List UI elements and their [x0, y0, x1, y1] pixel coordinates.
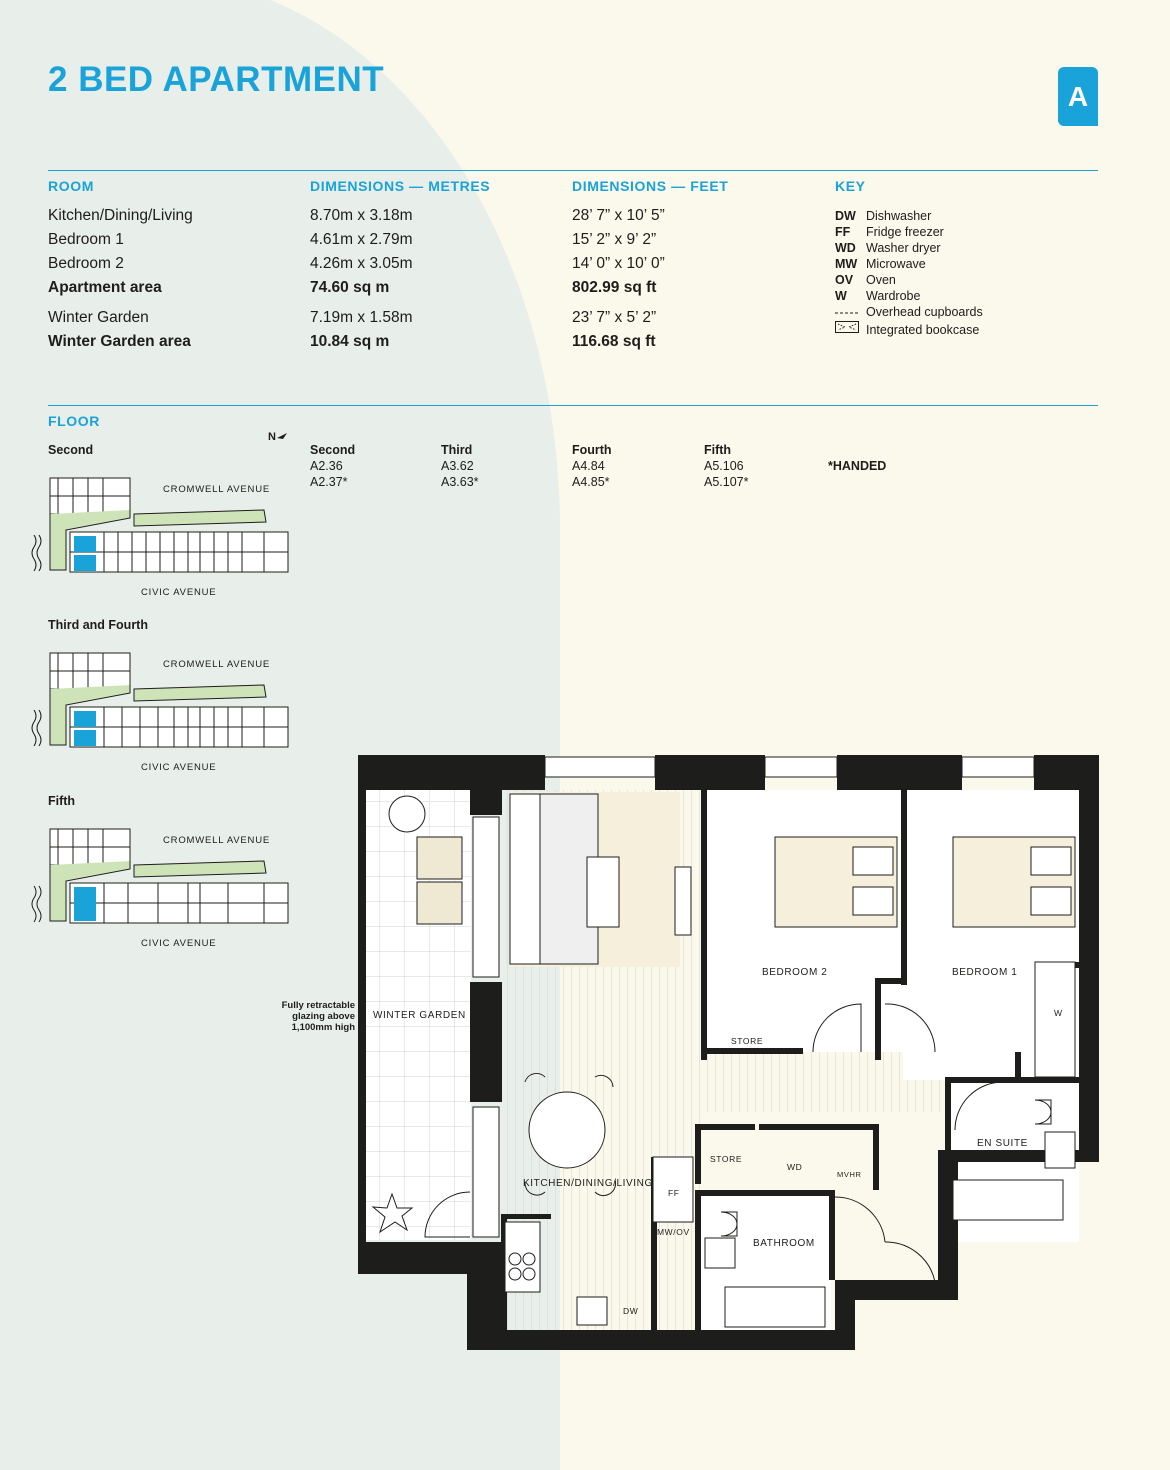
- label-mw-ov: MW/OV: [657, 1227, 690, 1237]
- feet-column: [572, 204, 665, 354]
- metres-value: 10.84 sq m: [310, 333, 390, 350]
- floor-level: Fifth A5.106 A5.107*: [704, 443, 749, 489]
- room-label-en-suite: EN SUITE: [977, 1138, 1028, 1149]
- divider: [48, 170, 1098, 171]
- room-label-bathroom: BATHROOM: [753, 1238, 815, 1249]
- metres-header: DIMENSIONS — METRES: [310, 178, 491, 194]
- keyplan-fifth: [28, 821, 290, 961]
- room-label-store: STORE: [710, 1154, 743, 1164]
- room-label-bedroom-2: BEDROOM 2: [762, 967, 828, 978]
- key-list: [835, 208, 983, 338]
- street-label: CROMWELL AVENUE: [163, 659, 271, 670]
- metres-column: [310, 204, 413, 354]
- room-label-winter-garden: WINTER GARDEN: [373, 1010, 466, 1021]
- feet-value: 802.99 sq ft: [572, 279, 657, 296]
- keyplan-label: Third and Fourth: [48, 618, 148, 632]
- room-name: Winter Garden: [48, 309, 149, 326]
- key-item: MW Microwave: [835, 257, 926, 271]
- metres-value: 4.26m x 3.05m: [310, 255, 413, 272]
- feet-header: DIMENSIONS — FEET: [572, 178, 729, 194]
- keyplan-label: Second: [48, 443, 94, 457]
- metres-value: 7.19m x 1.58m: [310, 309, 413, 326]
- floor-header: FLOOR: [48, 413, 100, 429]
- handed-note: *HANDED: [828, 459, 887, 473]
- dashed-line-icon: [835, 304, 866, 320]
- floor-level: Second A2.36 A2.37*: [310, 443, 356, 489]
- page-title: 2 BED APARTMENT: [48, 60, 385, 99]
- room-label-kitchen: KITCHEN/DINING/LIVING: [523, 1178, 653, 1189]
- street-label: CIVIC AVENUE: [141, 762, 217, 773]
- room-label-bedroom-1: BEDROOM 1: [952, 967, 1018, 978]
- street-label: CROMWELL AVENUE: [163, 484, 271, 495]
- feet-value: 28’ 7” x 10’ 5”: [572, 207, 665, 224]
- room-column: [48, 204, 193, 354]
- room-name: Bedroom 2: [48, 255, 124, 272]
- room-name: Bedroom 1: [48, 231, 124, 248]
- key-item: OV Oven: [835, 273, 896, 287]
- keyplan-second: [28, 470, 290, 610]
- label-ff: FF: [668, 1188, 680, 1198]
- label-wd: WD: [787, 1162, 803, 1172]
- feet-value: 15’ 2” x 9’ 2”: [572, 231, 657, 248]
- key-item: W Wardrobe: [835, 289, 921, 303]
- room-name: Kitchen/Dining/Living: [48, 207, 193, 224]
- metres-value: 74.60 sq m: [310, 279, 390, 296]
- divider: [48, 405, 1098, 406]
- street-label: CIVIC AVENUE: [141, 587, 217, 598]
- glazing-note: Fully retractable glazing above 1,100mm high: [281, 1000, 355, 1033]
- metres-value: 4.61m x 2.79m: [310, 231, 413, 248]
- feet-value: 14’ 0” x 10’ 0”: [572, 255, 665, 272]
- key-item: Overhead cupboards: [835, 304, 983, 320]
- key-item: WD Washer dryer: [835, 241, 941, 255]
- key-header: KEY: [835, 178, 866, 194]
- key-item: DW Dishwasher: [835, 209, 932, 223]
- street-label: CIVIC AVENUE: [141, 938, 217, 949]
- feet-value: 23’ 7” x 5’ 2”: [572, 309, 657, 326]
- floor-level: Third A3.62 A3.63*: [441, 443, 479, 489]
- apartment-floor-plan: [355, 752, 1105, 1352]
- label-dw: DW: [623, 1306, 639, 1316]
- keyplan-third-fourth: [28, 645, 290, 785]
- key-item: FF Fridge freezer: [835, 225, 944, 239]
- apartment-type-badge: A: [1058, 67, 1098, 126]
- floor-plan-graphic: [355, 752, 1105, 1352]
- feet-value: 116.68 sq ft: [572, 333, 656, 350]
- room-name: Apartment area: [48, 279, 162, 296]
- room-header: ROOM: [48, 178, 94, 194]
- metres-value: 8.70m x 3.18m: [310, 207, 413, 224]
- north-icon: N: [268, 430, 288, 443]
- bookcase-icon: [835, 320, 866, 338]
- street-label: CROMWELL AVENUE: [163, 835, 271, 846]
- room-name: Winter Garden area: [48, 333, 191, 350]
- key-item: Integrated bookcase: [835, 320, 983, 338]
- floor-level: Fourth A4.84 A4.85*: [572, 443, 612, 489]
- label-w: W: [1054, 1008, 1063, 1018]
- room-label-store: STORE: [731, 1036, 764, 1046]
- keyplan-label: Fifth: [48, 794, 76, 808]
- label-mvhr: MVHR: [837, 1170, 862, 1179]
